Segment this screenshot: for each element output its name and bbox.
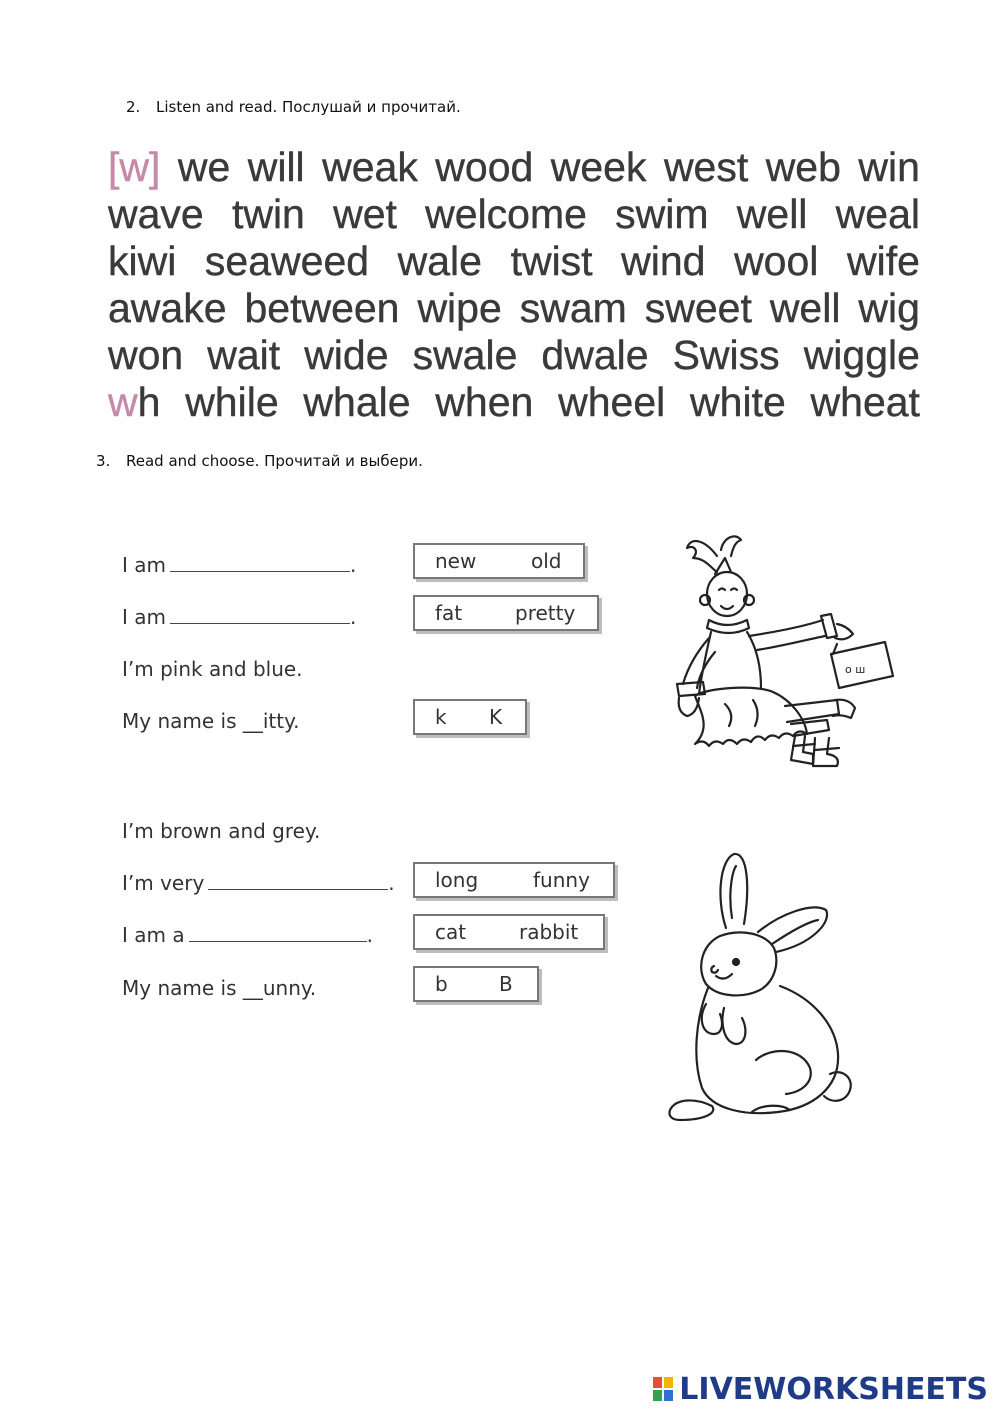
- answer-blank[interactable]: [170, 555, 350, 572]
- phonics-line-1: [108, 144, 920, 191]
- word: swam: [519, 285, 627, 331]
- option-new[interactable]: new: [435, 549, 477, 573]
- sentence-period: .: [350, 553, 357, 577]
- sentence-period: .: [388, 871, 395, 895]
- bunny-sentence-1: I’m brown and grey.: [122, 819, 321, 843]
- word: weak: [322, 144, 418, 190]
- task3-title-text: Read and choose. Прочитай и выбери.: [126, 452, 423, 470]
- option-k-upper[interactable]: K: [489, 705, 503, 729]
- bunny-sentence-2: [122, 871, 395, 895]
- word: swale: [412, 332, 518, 378]
- word: wide: [304, 332, 389, 378]
- word: weal: [835, 191, 920, 237]
- liveworksheets-wordmark: LIVEWORKSHEETS: [679, 1372, 988, 1407]
- option-b-upper[interactable]: B: [499, 972, 513, 996]
- sentence-text: I am: [122, 605, 166, 629]
- word: wheel: [558, 379, 666, 425]
- word: wet: [333, 191, 397, 237]
- answer-blank[interactable]: [170, 607, 350, 624]
- word: wipe: [417, 285, 502, 331]
- option-funny[interactable]: funny: [533, 868, 590, 892]
- task3-number: 3.: [96, 452, 111, 470]
- word: sweet: [644, 285, 752, 331]
- marker-pink-letter: w: [108, 379, 138, 425]
- kitty-options-4: [413, 699, 527, 735]
- phonics-word-block: [108, 144, 920, 426]
- word: wife: [847, 238, 920, 284]
- bunny-sentence-3: [122, 923, 373, 947]
- option-k-lower[interactable]: k: [435, 705, 447, 729]
- word: between: [244, 285, 400, 331]
- word: week: [550, 144, 647, 190]
- word: wheat: [810, 379, 920, 425]
- kitty-sentence-3: I’m pink and blue.: [122, 657, 303, 681]
- option-long[interactable]: long: [435, 868, 479, 892]
- kitty-sentence-2: [122, 605, 356, 629]
- word: when: [435, 379, 534, 425]
- kitty-sentence-1: [122, 553, 356, 577]
- kitty-doll-illustration: [665, 528, 905, 790]
- word: won: [108, 332, 184, 378]
- bunny-options-4: [413, 966, 539, 1002]
- bunny-options-3: [413, 914, 605, 950]
- sound-marker-w: [w]: [108, 144, 161, 190]
- phonics-line-5: [108, 332, 920, 379]
- word: dwale: [541, 332, 649, 378]
- phonics-line-4: [108, 285, 920, 332]
- word: wiggle: [803, 332, 920, 378]
- sentence-period: .: [350, 605, 357, 629]
- word: west: [663, 144, 749, 190]
- word: wool: [734, 238, 819, 284]
- phonics-line-3: [108, 238, 920, 285]
- word: awake: [108, 285, 227, 331]
- word: wind: [621, 238, 706, 284]
- sentence-text: I’m very: [122, 871, 205, 895]
- word: kiwi: [108, 238, 177, 284]
- liveworksheets-logo: [653, 1372, 988, 1407]
- task2-number: 2.: [126, 98, 141, 116]
- bunny-sentence-4: My name is __unny.: [122, 976, 317, 1000]
- sentence-text: I am a: [122, 923, 185, 947]
- bunny-options-2: [413, 862, 615, 898]
- word: whale: [303, 379, 411, 425]
- word: Swiss: [672, 332, 780, 378]
- word: we: [177, 144, 231, 190]
- marker-dark-letter: h: [137, 379, 161, 425]
- option-pretty[interactable]: pretty: [515, 601, 576, 625]
- word: white: [690, 379, 786, 425]
- bunny-illustration: [662, 848, 862, 1128]
- option-rabbit[interactable]: rabbit: [519, 920, 579, 944]
- phonics-line-2: [108, 191, 920, 238]
- word: well: [769, 285, 841, 331]
- word: swim: [615, 191, 709, 237]
- word: will: [247, 144, 305, 190]
- word: twin: [231, 191, 305, 237]
- word: wait: [207, 332, 281, 378]
- word: twist: [510, 238, 593, 284]
- task2-title: [126, 98, 461, 116]
- answer-blank[interactable]: [189, 925, 367, 942]
- liveworksheets-logo-icon: [653, 1377, 675, 1403]
- word: wig: [858, 285, 920, 331]
- word: seaweed: [204, 238, 370, 284]
- answer-blank[interactable]: [208, 873, 388, 890]
- task2-title-text: Listen and read. Послушай и прочитай.: [156, 98, 461, 116]
- word: wood: [435, 144, 534, 190]
- word: welcome: [425, 191, 587, 237]
- word: win: [858, 144, 920, 190]
- sound-marker-wh: [108, 379, 160, 426]
- option-cat[interactable]: cat: [435, 920, 467, 944]
- option-b-lower[interactable]: b: [435, 972, 448, 996]
- option-fat[interactable]: fat: [435, 601, 463, 625]
- sentence-text: I am: [122, 553, 166, 577]
- word: well: [736, 191, 808, 237]
- kitty-options-1: [413, 543, 585, 579]
- word: web: [765, 144, 841, 190]
- phonics-line-6: [108, 379, 920, 426]
- word: wave: [108, 191, 204, 237]
- kitty-sentence-4: My name is __itty.: [122, 709, 300, 733]
- task3-title: [96, 452, 423, 470]
- word: while: [185, 379, 279, 425]
- sentence-period: .: [366, 923, 373, 947]
- option-old[interactable]: old: [531, 549, 562, 573]
- kitty-options-2: [413, 595, 599, 631]
- word: wale: [397, 238, 482, 284]
- tag-label: o ш: [845, 663, 866, 676]
